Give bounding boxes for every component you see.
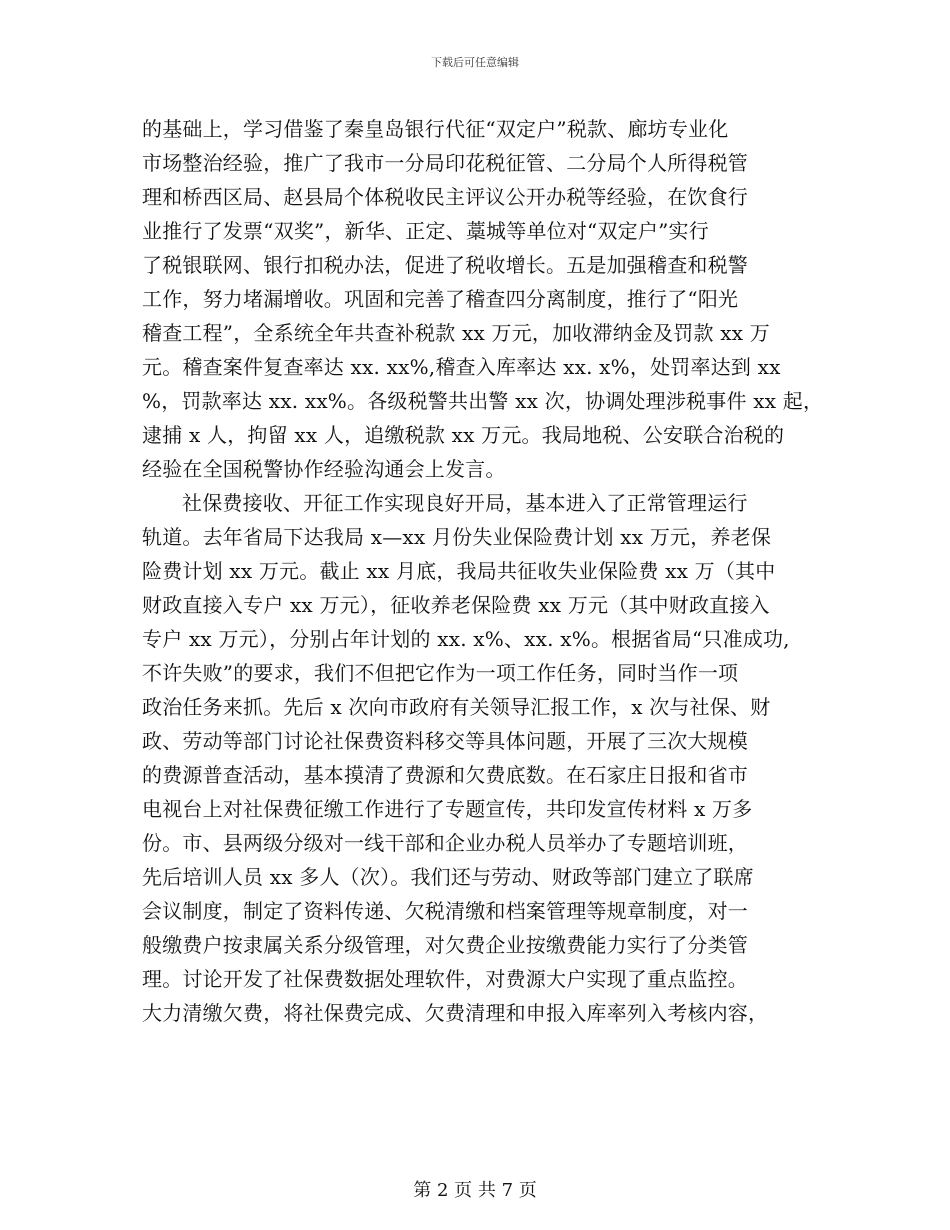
body-text <box>142 112 824 1030</box>
text-line: 专户 xx 万元），分别占年计划的 xx. x%、xx. x%。根据省局“只准成功, <box>142 627 790 651</box>
text-line: 的费源普查活动，基本摸清了费源和欠费底数。在石家庄日报和省市 <box>142 763 748 787</box>
text-line: 政治任务来抓。先后 x 次向市政府有关领导汇报工作，x 次与社保、财 <box>142 695 771 719</box>
text-line: 轨道。去年省局下达我局 x—xx 月份失业保险费计划 xx 万元，养老保 <box>142 525 772 549</box>
text-line: 险费计划 xx 万元。截止 xx 月底，我局共征收失业保险费 xx 万（其中 <box>142 559 776 583</box>
text-line: 会议制度，制定了资料传递、欠税清缴和档案管理等规章制度，对一 <box>142 899 748 923</box>
text-line: 市场整治经验，推广了我市一分局印花税征管、二分局个人所得税管 <box>142 151 748 175</box>
text-line: 逮捕 x 人，拘留 xx 人，追缴税款 xx 万元。我局地税、公安联合治税的 <box>142 423 785 447</box>
text-line: 般缴费户按隶属关系分级管理，对欠费企业按缴费能力实行了分类管 <box>142 933 748 957</box>
text-line: 政、劳动等部门讨论社保费资料移交等具体问题，开展了三次大规模 <box>142 729 748 753</box>
text-line: 不许失败”的要求，我们不但把它作为一项工作任务，同时当作一项 <box>142 661 739 685</box>
text-line: 稽查工程”，全系统全年共查补税款 xx 万元，加收滞纳金及罚款 xx 万 <box>142 321 770 345</box>
text-line: 业推行了发票“双奖”，新华、正定、藁城等单位对“双定户”实行 <box>142 219 709 243</box>
page-number-footer: 第 2 页 共 7 页 <box>413 1180 537 1201</box>
text-line: 理和桥西区局、赵县局个体税收民主评议公开办税等经验，在饮食行 <box>142 185 748 209</box>
text-line: 的基础上，学习借鉴了秦皇岛银行代征“双定户”税款、廊坊专业化 <box>142 117 729 141</box>
text-line: 理。讨论开发了社保费数据处理软件，对费源大户实现了重点监控。 <box>142 967 748 991</box>
text-line: 大力清缴欠费，将社保费完成、欠费清理和申报入库率列入考核内容， <box>142 1001 769 1025</box>
text-line: %，罚款率达 xx. xx%。各级税警共出警 xx 次，协调处理涉税事件 xx 起， <box>142 389 824 413</box>
text-line: 先后培训人员 xx 多人（次）。我们还与劳动、财政等部门建立了联席 <box>142 865 754 889</box>
text-line: 电视台上对社保费征缴工作进行了专题宣传，共印发宣传材料 x 万多 <box>142 797 753 821</box>
text-line: 份。市、县两级分级对一线干部和企业办税人员举办了专题培训班， <box>142 831 748 855</box>
text-line: 了税银联网、银行扣税办法，促进了税收增长。五是加强稽查和税警 <box>142 253 748 277</box>
text-line: 元。稽查案件复查率达 xx. xx%,稽查入库率达 xx. x%，处罚率达到 xx <box>142 355 781 379</box>
text-line: 财政直接入专户 xx 万元），征收养老保险费 xx 万元（其中财政直接入 <box>142 593 770 617</box>
text-line: 工作，努力堵漏增收。巩固和完善了稽查四分离制度，推行了“阳光 <box>142 287 739 311</box>
text-line: 经验在全国税警协作经验沟通会上发言。 <box>142 457 506 481</box>
paragraph-start-line: 社保费接收、开征工作实现良好开局，基本进入了正常管理运行 <box>182 491 748 515</box>
header-note: 下载后可任意编辑 <box>431 56 519 69</box>
